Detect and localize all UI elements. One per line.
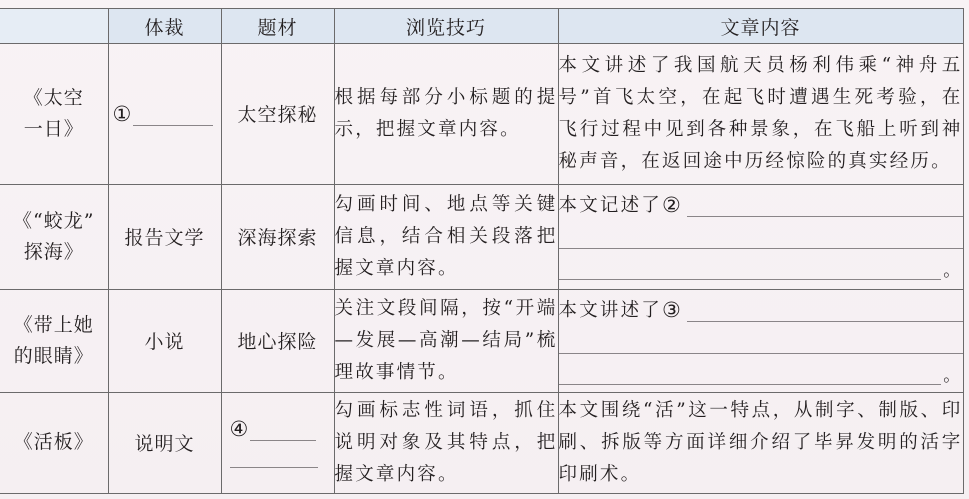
genre-blank-cell bbox=[108, 44, 221, 185]
content-cell: 本文讲述了我国航天员杨利伟乘“神舟五号”首飞太空，在起飞时遭遇生死考验，在飞行过程中见到各种景象，在飞船上听到神秘声音，在返回途中历经惊险的真实经历。 bbox=[558, 44, 963, 185]
header-theme: 题材 bbox=[221, 9, 334, 44]
answer-line[interactable] bbox=[133, 107, 213, 126]
header-content: 文章内容 bbox=[558, 9, 963, 44]
article-title-line: 《活板》 bbox=[13, 431, 94, 454]
answer-line[interactable] bbox=[230, 441, 318, 468]
table-row bbox=[0, 392, 963, 493]
content-cell: 本文围绕“活”这一特点，从制字、制版、印刷、拆版等方面详细介绍了毕昇发明的活字印刷术。 bbox=[558, 392, 963, 493]
header-row bbox=[0, 9, 963, 44]
table-row bbox=[0, 184, 963, 289]
content-end-mark: 。 bbox=[943, 260, 963, 281]
article-title-line: 探海》 bbox=[23, 240, 84, 263]
tips-cell: 根据每部分小标题的提示，把握文章内容。 bbox=[334, 44, 558, 185]
article-title-line: 一日》 bbox=[23, 117, 84, 140]
table-row bbox=[0, 290, 963, 392]
answer-line[interactable] bbox=[687, 194, 962, 217]
blank-marker: ② bbox=[662, 192, 684, 217]
content-blank-cell bbox=[558, 290, 963, 392]
article-title-line: 的眼睛》 bbox=[13, 344, 94, 367]
header-tips: 浏览技巧 bbox=[334, 9, 558, 44]
answer-line[interactable] bbox=[250, 422, 316, 441]
answer-line[interactable] bbox=[559, 255, 942, 280]
content-prefix: 本文讲述了 bbox=[558, 300, 663, 322]
article-title-line: 《“蛟龙” bbox=[13, 209, 95, 232]
header-corner bbox=[0, 9, 108, 44]
content-prefix: 本文记述了 bbox=[558, 194, 663, 216]
tips-cell: 关注文段间隔，按“开端—发展—高潮—结局”梳理故事情节。 bbox=[334, 290, 558, 392]
theme-cell: 太空探秘 bbox=[221, 44, 334, 185]
theme-cell: 地心探险 bbox=[221, 290, 334, 392]
article-title-line: 《带上她 bbox=[13, 313, 94, 336]
answer-line[interactable] bbox=[559, 217, 963, 249]
blank-marker: ③ bbox=[662, 298, 684, 323]
theme-blank-cell bbox=[221, 392, 334, 493]
header-genre: 体裁 bbox=[108, 9, 221, 44]
article-title-cell bbox=[0, 392, 108, 493]
content-end-mark: 。 bbox=[943, 366, 963, 387]
genre-cell: 报告文学 bbox=[108, 184, 221, 289]
genre-cell: 小说 bbox=[108, 290, 221, 392]
blank-marker: ④ bbox=[229, 417, 249, 442]
genre-cell: 说明文 bbox=[108, 392, 221, 493]
article-title-line: 《太空 bbox=[23, 86, 84, 109]
tips-cell: 勾画时间、地点等关键信息，结合相关段落把握文章内容。 bbox=[334, 184, 558, 289]
tips-cell: 勾画标志性词语，抓住说明对象及其特点，把握文章内容。 bbox=[334, 392, 558, 493]
article-title-cell bbox=[0, 184, 108, 289]
blank-marker: ① bbox=[112, 101, 132, 126]
answer-line[interactable] bbox=[687, 299, 962, 322]
reading-tips-table bbox=[0, 8, 964, 494]
answer-line[interactable] bbox=[559, 360, 942, 385]
theme-cell: 深海探索 bbox=[221, 184, 334, 289]
table-row bbox=[0, 44, 963, 185]
article-title-cell bbox=[0, 44, 108, 185]
answer-line[interactable] bbox=[559, 322, 963, 354]
article-title-cell bbox=[0, 290, 108, 392]
content-blank-cell bbox=[558, 184, 963, 289]
